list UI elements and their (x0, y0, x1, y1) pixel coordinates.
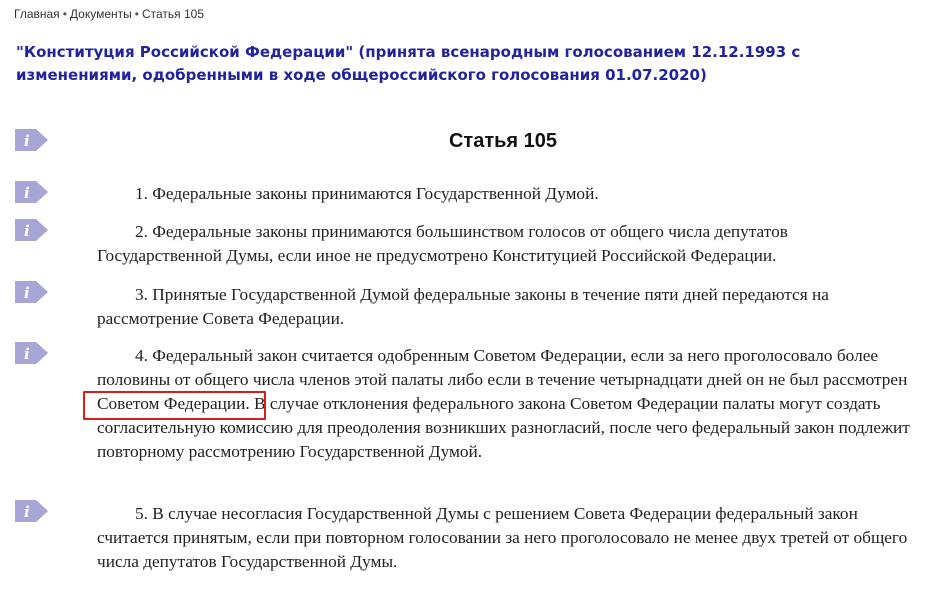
svg-text:i: i (24, 132, 30, 150)
article-heading: Статья 105 (448, 130, 558, 152)
info-icon[interactable] (15, 500, 48, 522)
article-paragraph-4: 4. Федеральный закон считается одобренным Советом Федерации, если за него проголосовало более половины от общего числа членов этой палаты либо если в течение четырнадцати дней он не был рассмотрен Советом Федерации. В случае отклонения федерального закона Советом Федерации палаты могут создать согласительную комиссию для преодоления возникших разногласий, после чего федеральный закон подлежит повторному рассмотрению Государственной Думой. (97, 346, 910, 461)
info-icon[interactable] (15, 281, 48, 303)
breadcrumb-documents-link[interactable]: Документы (69, 7, 132, 21)
breadcrumb (14, 6, 204, 22)
info-icon[interactable] (15, 342, 48, 364)
svg-text:i: i (24, 503, 30, 521)
svg-text:i: i (24, 184, 30, 202)
breadcrumb-home-link[interactable]: Главная (14, 7, 60, 21)
svg-text:i: i (24, 284, 30, 302)
article-paragraph-3: 3. Принятые Государственной Думой федеральные законы в течение пяти дней передаются на рассмотрение Совета Федерации. (97, 285, 829, 328)
document-title: "Конституция Российской Федерации" (принята всенародным голосованием 12.12.1993 с изменениями, одобренными в ходе общероссийского голосования 01.07.2020) (16, 43, 801, 84)
info-icon[interactable] (15, 181, 48, 203)
breadcrumb-current: Статья 105 (141, 7, 204, 21)
breadcrumb-separator: • (134, 7, 139, 21)
article-paragraph-1: 1. Федеральные законы принимаются Государственной Думой. (135, 184, 599, 203)
breadcrumb-separator: • (62, 7, 67, 21)
info-icon[interactable] (15, 219, 48, 241)
article-paragraph-5: 5. В случае несогласия Государственной Думы с решением Совета Федерации федеральный закон считается принятым, если при повторном голосовании за него проголосовало не менее двух третей от общего числа депутатов Государственной Думы. (97, 504, 908, 571)
article-paragraph-2: 2. Федеральные законы принимаются большинством голосов от общего числа депутатов Государственной Думы, если иное не предусмотрено Конституцией Российской Федерации. (97, 222, 788, 265)
svg-text:i: i (24, 222, 30, 240)
svg-text:i: i (24, 345, 30, 363)
